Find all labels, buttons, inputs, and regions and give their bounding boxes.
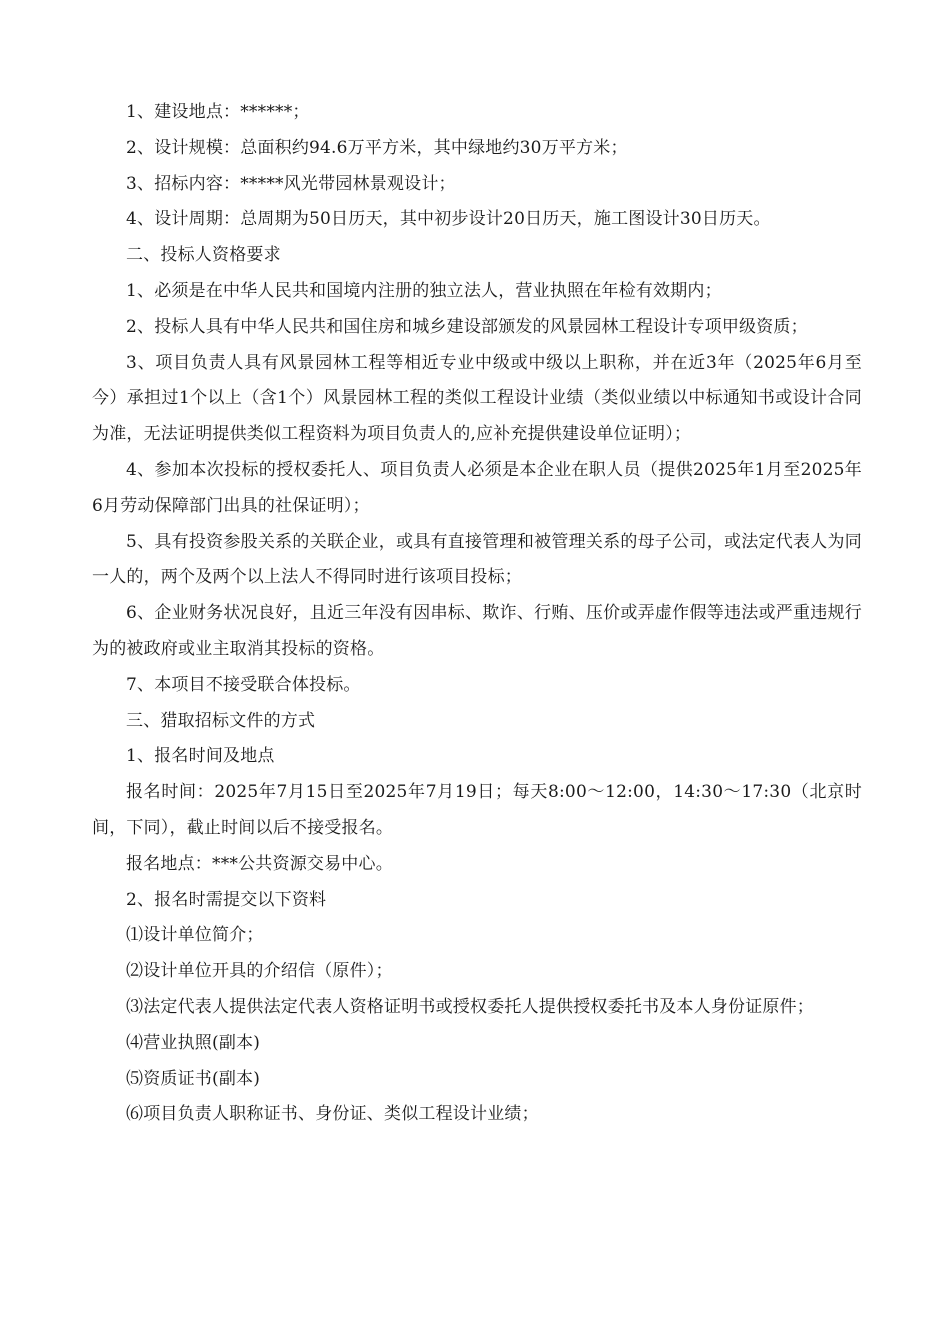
paragraph-qualification-2: 2、投标人具有中华人民共和国住房和城乡建设部颁发的风景园林工程设计专项甲级资质； (126, 316, 808, 337)
paragraph-qualification-3: 3、项目负责人具有风景园林工程等相近专业中级或中级以上职称，并在近3年（2025年6月至今）承担过1个以上（含1个）风景园林工程的类似工程设计业绩（类似业绩以中标通知书或设计合同为准，无法证明提供类似工程资料为项目负责人的,应补充提供建设单位证明）； (92, 352, 862, 445)
paragraph-scope: 3、招标内容：*****风光带园林景观设计； (126, 173, 456, 194)
paragraph-qualification-5: 5、具有投资参股关系的关联企业，或具有直接管理和被管理关系的母子公司，或法定代表人为同一人的，两个及两个以上法人不得同时进行该项目投标； (92, 531, 862, 588)
paragraph-materials-heading: 2、报名时需提交以下资料 (126, 889, 327, 910)
section-heading-obtain-documents: 三、猎取招标文件的方式 (126, 710, 316, 731)
paragraph-scale: 2、设计规模：总面积约94.6万平方米，其中绿地约30万平方米； (126, 137, 628, 158)
paragraph-period: 4、设计周期：总周期为50日历天，其中初步设计20日历天，施工图设计30日历天。 (126, 209, 771, 230)
paragraph-location: 1、建设地点：******； (126, 102, 310, 122)
document-body (92, 95, 862, 1133)
section-heading-qualification: 二、投标人资格要求 (126, 245, 281, 266)
list-item-material-5: ⑸资质证书(副本) (126, 1068, 261, 1089)
list-item-material-6: ⑹项目负责人职称证书、身份证、类似工程设计业绩； (126, 1104, 539, 1125)
paragraph-qualification-1: 1、必须是在中华人民共和国境内注册的独立法人，营业执照在年检有效期内； (126, 280, 722, 301)
paragraph-qualification-6: 6、企业财务状况良好，且近三年没有因串标、欺诈、行贿、压价或弄虚作假等违法或严重违规行为的被政府或业主取消其投标的资格。 (92, 603, 862, 659)
list-item-material-1: ⑴设计单位简介； (126, 925, 264, 946)
list-item-material-3: ⑶法定代表人提供法定代表人资格证明书或授权委托人提供授权委托书及本人身份证原件； (126, 996, 814, 1017)
paragraph-qualification-7: 7、本项目不接受联合体投标。 (126, 674, 361, 695)
paragraph-registration-time: 报名时间：2025年7月15日至2025年7月19日；每天8:00～12:00，14:30～17:30（北京时间，下同），截止时间以后不接受报名。 (92, 782, 862, 838)
list-item-material-4: ⑷营业执照(副本) (126, 1032, 261, 1053)
list-item-material-2: ⑵设计单位开具的介绍信（原件）； (126, 961, 393, 982)
paragraph-qualification-4: 4、参加本次投标的授权委托人、项目负责人必须是本企业在职人员（提供2025年1月至2025年6月劳动保障部门出具的社保证明）； (92, 459, 862, 516)
paragraph-registration-place: 报名地点：***公共资源交易中心。 (126, 853, 393, 874)
paragraph-registration-heading: 1、报名时间及地点 (126, 746, 275, 767)
